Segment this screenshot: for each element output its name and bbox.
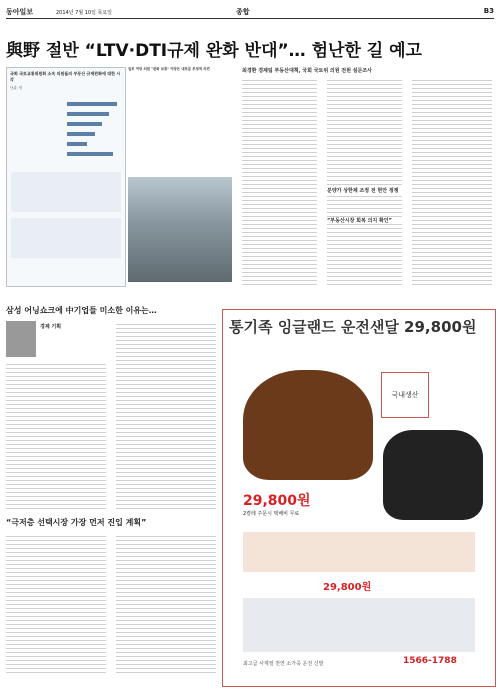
ad-shoe-row	[243, 532, 475, 572]
ad-shoe-right	[383, 430, 483, 520]
column-title: 삼성 어닝쇼크에 中기업들 미소한 이유는…	[6, 306, 157, 315]
ad-phone: 1566-1788	[403, 656, 457, 666]
page-header	[6, 6, 494, 19]
main-headline: 與野 절반 “LTV·DTI규제 완화 반대”… 험난한 길 예고	[6, 41, 422, 61]
ad-footer: 최고급 사계절 천연 소가죽 운전 신발	[243, 661, 324, 667]
subhead-1: 분양가 상한제 조정 전 현안 정쟁	[327, 187, 402, 194]
highlight-column	[128, 67, 232, 287]
page-number: B3	[483, 7, 494, 15]
issue-date: 2014년 7월 10일 목요일	[56, 10, 113, 16]
city-photo	[128, 177, 232, 282]
ad-main-price: 29,800원	[243, 493, 311, 509]
second-title: “극저층 선택시장 가장 먼저 진입 계획”	[6, 518, 147, 527]
chart-graphic	[7, 92, 125, 272]
ad-product-grid	[243, 598, 475, 652]
highlight-1: 일부 여당 의원 "완화 보류" 야당은 대부분 부정적 의견	[128, 67, 210, 71]
ad-shoe-main	[243, 370, 373, 480]
author-photo	[6, 321, 36, 357]
main-article	[242, 67, 494, 297]
article-kicker: 최경환 경제팀 부동산대책, 국회 국토위 의원 전원 설문조사	[242, 68, 373, 74]
chart-title: 국회 국토교통위원회 소속 의원들의 부동산 규제완화에 대한 시각	[10, 71, 121, 82]
ad-tag: 국내생산	[381, 372, 429, 418]
section-title: 종합	[236, 8, 250, 16]
ad-title-area	[223, 310, 495, 362]
advertisement	[222, 309, 496, 687]
newspaper-name: 동아일보	[6, 8, 34, 16]
ad-price-line: 2켤레 주문시 택배비 무료	[243, 511, 300, 517]
column-author: 경제 기획	[40, 324, 62, 330]
chart-unit: 단위: 명	[10, 86, 23, 90]
column-section	[6, 305, 216, 685]
infographic	[6, 67, 126, 287]
ad-bottom-price: 29,800원	[323, 582, 372, 593]
ad-title: 통기족 잉글랜드 운전샌달 29,800원	[229, 318, 477, 336]
subhead-2: “부동산시장 회복 의지 확인”	[327, 217, 402, 224]
